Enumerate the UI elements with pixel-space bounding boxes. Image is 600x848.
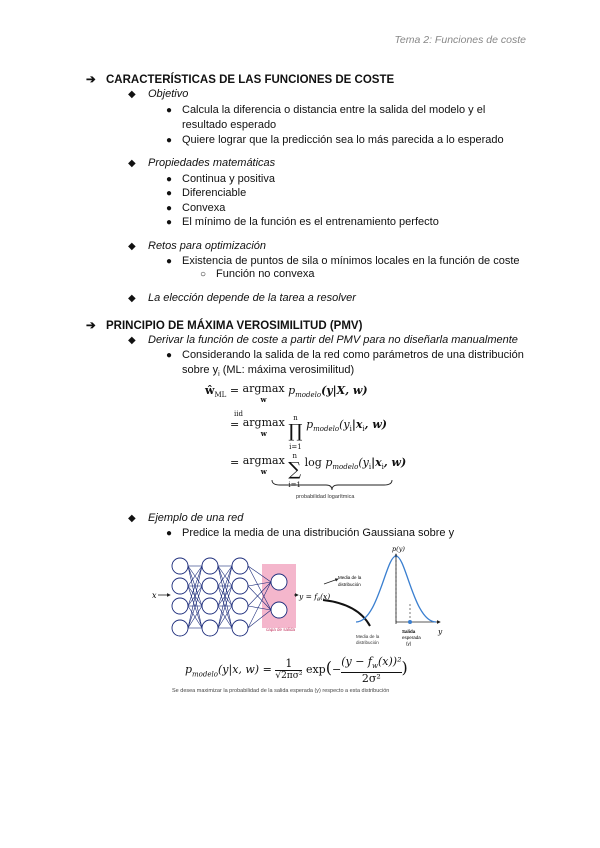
network-node	[232, 558, 248, 574]
bottom-label-b3: (y)	[406, 641, 412, 646]
network-figure	[148, 544, 458, 652]
network-node	[172, 578, 188, 594]
bottom-label-b1: Salida	[402, 629, 416, 634]
network-node	[172, 620, 188, 636]
formula-caption: Se desea maximizar la probabilidad de la salida esperada (y) respecto a esta distribución	[172, 688, 390, 694]
network-node	[202, 620, 218, 636]
py-label: p(y)	[392, 545, 405, 553]
network-node	[271, 602, 287, 618]
retos-heading: ◆ Retos para optimización	[128, 240, 267, 252]
underbrace	[270, 478, 394, 492]
diamond-bullet-icon: ◆	[128, 241, 136, 252]
bullet-icon: ●	[166, 105, 173, 116]
network-node	[232, 578, 248, 594]
x-label: x	[152, 591, 157, 600]
network-node	[202, 578, 218, 594]
eq-line-2: iid = argmax w n ∏ i=1 $p_{modelo}(y_i|x_i$, w)	[230, 410, 388, 451]
circle-bullet-icon: ○	[200, 269, 207, 280]
bullet-icon: ●	[166, 174, 173, 185]
bullet-icon: ●	[166, 350, 173, 361]
section1-title: ➔ CARACTERÍSTICAS DE LAS FUNCIONES DE COSTE	[86, 74, 395, 86]
diamond-bullet-icon: ◆	[128, 158, 136, 169]
propiedades-heading: ◆ Propiedades matemáticas	[128, 157, 276, 169]
bullet-icon: ●	[166, 256, 173, 267]
list-item: ● Continua y positiva	[166, 173, 275, 185]
y-eq-label: $y = f_\theta(x)$	[299, 592, 331, 603]
network-node	[202, 598, 218, 614]
diamond-bullet-icon: ◆	[128, 513, 136, 524]
list-item: ● Predice la media de una distribución Gaussiana sobre y	[166, 527, 455, 539]
network-node	[202, 558, 218, 574]
network-node	[232, 620, 248, 636]
bullet-icon: ●	[166, 203, 173, 214]
mean-label-1: Media de la	[338, 575, 362, 580]
mean-label-2: distribución	[338, 582, 361, 587]
diamond-bullet-icon: ◆	[128, 293, 136, 304]
bullet-icon: ●	[166, 528, 173, 539]
eq-line-3: = argmax w n ∑ i=1 $\log p_{modelo}(y_i|x_i$, w)	[230, 452, 407, 489]
derivar-heading: ◆ Derivar la función de coste a partir del PMV para no diseñarla manualmente	[128, 334, 518, 346]
list-item: ● Existencia de puntos de sila o mínimos locales en la función de coste	[166, 255, 520, 267]
list-item: ● Convexa	[166, 202, 226, 214]
section2-title: ➔ PRINCIPIO DE MÁXIMA VEROSIMILITUD (PMV)	[86, 320, 363, 332]
network-node	[271, 574, 287, 590]
list-item: ● El mínimo de la función es el entrenamiento perfecto	[166, 216, 439, 228]
eq-line-1: $ŵ_{ML} = argmax$ w $p_{modelo}(y|X$, w)	[205, 382, 368, 404]
page-header: Tema 2: Funciones de coste	[394, 34, 526, 46]
brace-label: probabilidad logarítmica	[296, 494, 355, 500]
network-node	[232, 598, 248, 614]
arrow-right-icon: ➔	[86, 74, 96, 86]
list-item: ● Quiere lograr que la predicción sea lo más parecida a lo esperado	[166, 134, 504, 146]
bottom-label-b2: esperada	[402, 635, 421, 640]
arrow-right-icon: ➔	[86, 320, 96, 332]
ejemplo-heading: ◆ Ejemplo de una red	[128, 512, 244, 524]
objetivo-heading: ◆ Objetivo	[128, 88, 189, 100]
diamond-bullet-icon: ◆	[128, 89, 136, 100]
network-node	[172, 558, 188, 574]
diamond-bullet-icon: ◆	[128, 335, 136, 346]
bullet-icon: ●	[166, 188, 173, 199]
eleccion-item: ◆ La elección depende de la tarea a resolver	[128, 292, 356, 304]
y-axis-label: y	[438, 627, 443, 636]
gaussian-formula: $p_{modelo}(y|x$, w) = 1 √2πσ² $\exp(-\frac{(y - f_w(x))^2}{\text{2σ²}})$	[185, 655, 408, 686]
list-subitem: ○ Función no convexa	[200, 268, 315, 280]
bottom-label-a1: Media de la	[356, 634, 380, 639]
list-item: ● Calcula la diferencia o distancia entre la salida del modelo y el resultado esperado	[166, 104, 486, 131]
pink-label: capa de salida	[266, 627, 296, 632]
bottom-label-a2: distribución	[356, 640, 379, 645]
list-item: ● Considerando la salida de la red como parámetros de una distribución sobre $y_i$ (ML: máxima verosimilitud)	[166, 349, 524, 379]
bullet-icon: ●	[166, 135, 173, 146]
list-item: ● Diferenciable	[166, 187, 247, 199]
bullet-icon: ●	[166, 217, 173, 228]
network-node	[172, 598, 188, 614]
